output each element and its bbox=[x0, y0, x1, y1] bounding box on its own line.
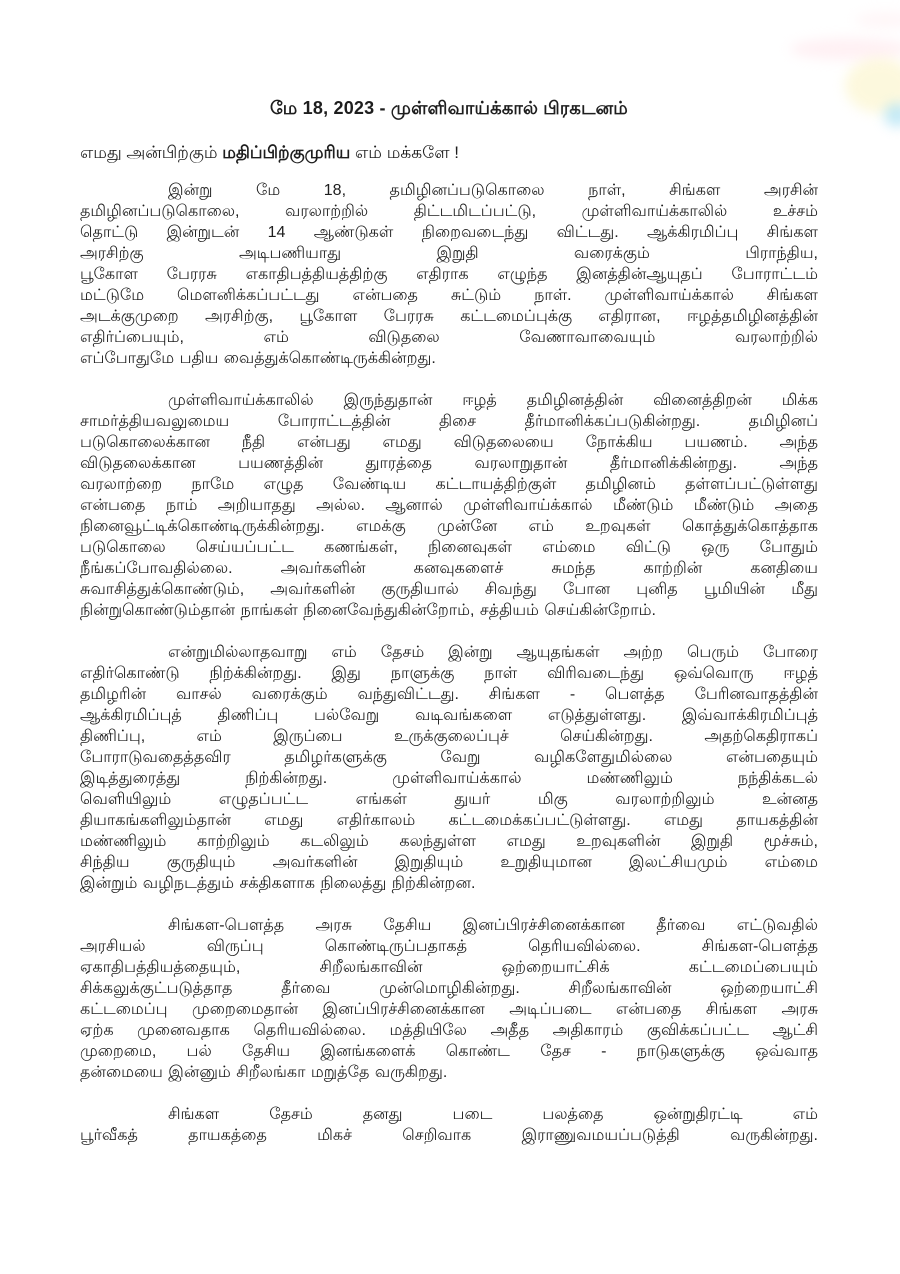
paragraph-line: திணிப்பு, எம் இருப்பை உருக்குலைப்புச் செய்கின்றது. அதற்கெதிராகப் bbox=[80, 728, 818, 745]
paragraph-line: அரசியல் விருப்பு கொண்டிருப்பதாகத் தெரியவில்லை. சிங்கள-பௌத்த bbox=[80, 938, 818, 955]
paragraph-line: தியாகங்களிலும்தான் எமது எதிர்காலம் கட்டமைக்கப்பட்டுள்ளது. எமது தாயகத்தின் bbox=[80, 812, 818, 829]
paragraph-line: என்பதை நாம் அறியாதது அல்ல. ஆனால் முள்ளிவாய்க்கால் மீண்டும் மீண்டும் அதை bbox=[80, 497, 818, 514]
paragraph-line: தமிழரின் வாசல் வரைக்கும் வந்துவிட்டது. சிங்கள - பௌத்த பேரினவாதத்தின் bbox=[80, 686, 818, 703]
paragraph-line: பூர்வீகத் தாயகத்தை மிகச் செறிவாக இராணுவமயப்படுத்தி வருகின்றது. bbox=[80, 1127, 818, 1144]
paragraph-line: அரசிற்கு அடிபணியாது இறுதி வரைக்கும் பிராந்திய, bbox=[80, 245, 818, 262]
paragraph-line: இன்று மே 18, தமிழினப்படுகொலை நாள், சிங்கள அரசின் bbox=[168, 182, 818, 199]
document-body bbox=[80, 180, 818, 1146]
paragraph-line: நினைவூட்டிக்கொண்டிருக்கின்றது. எமக்கு முன்னே எம் உறவுகள் கொத்துக்கொத்தாக bbox=[80, 518, 818, 535]
paragraph-line: சுவாசித்துக்கொண்டும், அவர்களின் குருதியால் சிவந்து போன புனித பூமியின் மீது bbox=[80, 581, 819, 598]
paragraph bbox=[80, 642, 818, 894]
paragraph-line: தன்மையை இன்னும் சிறீலங்கா மறுத்தே வருகிறது. bbox=[80, 1064, 448, 1081]
paragraph-line: முறைமை, பல் தேசிய இனங்களைக் கொண்ட தேச - நாடுகளுக்கு ஒவ்வாத bbox=[80, 1043, 818, 1060]
paragraph-line: தொட்டு இன்றுடன் 14 ஆண்டுகள் நிறைவடைந்து விட்டது. ஆக்கிரமிப்பு சிங்கள bbox=[80, 224, 818, 241]
paragraph-line: சிங்கள-பௌத்த அரசு தேசிய இனப்பிரச்சினைக்கான தீர்வை எட்டுவதில் bbox=[168, 917, 818, 934]
paragraph-line: படுகொலை செய்யப்பட்ட கணங்கள், நினைவுகள் எம்மை விட்டு ஒரு போதும் bbox=[80, 539, 818, 556]
scan-artifact-pink-top bbox=[855, 12, 900, 28]
paragraph-line: எதிர்கொண்டு நிற்க்கின்றது. இது நாளுக்கு நாள் விரிவடைந்து ஒவ்வொரு ஈழத் bbox=[80, 665, 818, 682]
scan-artifact-cyan-dot bbox=[884, 103, 900, 127]
scan-artifact-yellow-smudge bbox=[845, 58, 900, 113]
paragraph-line: எப்போதுமே பதிய வைத்துக்கொண்டிருக்கின்றது. bbox=[80, 350, 436, 367]
paragraph bbox=[80, 180, 818, 369]
paragraph-line: சிங்கள தேசம் தனது படை பலத்தை ஒன்றுதிரட்டி எம் bbox=[168, 1106, 818, 1123]
paragraph-line: இன்றும் வழிநடத்தும் சக்திகளாக நிலைத்து நிற்கின்றன. bbox=[80, 875, 476, 892]
paragraph-line: நீங்கப்போவதில்லை. அவர்களின் கனவுகளைச் சுமந்த காற்றின் கனதியை bbox=[80, 560, 818, 577]
salutation-line bbox=[80, 143, 818, 165]
salutation-part2: மதிப்பிற்குமுரிய bbox=[222, 143, 351, 162]
paragraph-line: தமிழினப்படுகொலை, வரலாற்றில் திட்டமிடப்பட்டு, முள்ளிவாய்க்காலில் உச்சம் bbox=[80, 203, 818, 220]
paragraph-line: முள்ளிவாய்க்காலில் இருந்துதான் ஈழத் தமிழினத்தின் வினைத்திறன் மிக்க bbox=[168, 392, 818, 409]
scan-artifact-pink-streak bbox=[790, 38, 900, 60]
paragraph bbox=[80, 915, 818, 1083]
paragraph-line: மட்டுமே மௌனிக்கப்பட்டது என்பதை சுட்டும் நாள். முள்ளிவாய்க்கால் சிங்கள bbox=[80, 287, 818, 304]
paragraph-line: பூகோள பேரரசு எகாதிபத்தியத்திற்கு எதிராக எழுந்த இனத்தின்ஆயுதப் போராட்டம் bbox=[80, 266, 818, 283]
paragraph-line: வரலாற்றை நாமே எழுத வேண்டிய கட்டாயத்திற்குள் தமிழினம் தள்ளப்பட்டுள்ளது bbox=[80, 476, 818, 493]
salutation-part1: எமது அன்பிற்கும் bbox=[80, 143, 223, 162]
paragraph-line: என்றுமில்லாதவாறு எம் தேசம் இன்று ஆயுதங்கள் அற்ற பெரும் போரை bbox=[168, 644, 818, 661]
paragraph-line: ஏகாதிபத்தியத்தையும், சிறீலங்காவின் ஒற்றையாட்சிக் கட்டமைப்பையும் bbox=[80, 959, 818, 976]
paragraph-line: படுகொலைக்கான நீதி என்பது எமது விடுதலையை நோக்கிய பயணம். அந்த bbox=[80, 434, 818, 451]
document-title: மே 18, 2023 - முள்ளிவாய்க்கால் பிரகடனம் bbox=[270, 98, 628, 118]
document-content bbox=[80, 98, 818, 1167]
paragraph bbox=[80, 390, 818, 621]
paragraph-line: சிந்திய குருதியும் அவர்களின் இறுதியும் உறுதியுமான இலட்சியமும் எம்மை bbox=[80, 854, 818, 871]
paragraph-line: ஆக்கிரமிப்புத் திணிப்பு பல்வேறு வடிவங்களை எடுத்துள்ளது. இவ்வாக்கிரமிப்புத் bbox=[80, 707, 818, 724]
paragraph bbox=[80, 1104, 818, 1146]
paragraph-line: எதிர்ப்பையும், எம் விடுதலை வேணாவாவையும் வரலாற்றில் bbox=[80, 329, 818, 346]
paragraph-line: மண்ணிலும் காற்றிலும் கடலிலும் கலந்துள்ள எமது உறவுகளின் இறுதி மூச்சும், bbox=[80, 833, 818, 850]
paragraph-line: அடக்குமுறை அரசிற்கு, பூகோள பேரரசு கட்டமைப்புக்கு எதிரான, ஈழத்தமிழினத்தின் bbox=[80, 308, 818, 325]
salutation-part3: எம் மக்களே ! bbox=[350, 143, 459, 162]
paragraph-line: விடுதலைக்கான பயணத்தின் துாரத்தை வரலாறுதான் தீர்மானிக்கின்றது. அந்த bbox=[80, 455, 818, 472]
paragraph-line: நின்றுகொண்டும்தான் நாங்கள் நினைவேந்துகின்றோம், சத்தியம் செய்கின்றோம். bbox=[80, 602, 656, 619]
paragraph-line: போராடுவதைத்தவிர தமிழர்களுக்கு வேறு வழிகளேதுமில்லை என்பதையும் bbox=[80, 749, 818, 766]
paragraph-line: சாமர்த்தியவலுமைய போராட்டத்தின் திசை தீர்மானிக்கப்படுகின்றது. தமிழினப் bbox=[80, 413, 818, 430]
paragraph-line: சிக்கலுக்குட்படுத்தாத தீர்வை முன்மொழிகின்றது. சிறீலங்காவின் ஒற்றையாட்சி bbox=[80, 980, 818, 997]
paragraph-line: கட்டமைப்பு முறைமைதான் இனப்பிரச்சினைக்கான அடிப்படை என்பதை சிங்கள அரசு bbox=[80, 1001, 818, 1018]
paragraph-line: ஏற்க முனைவதாக தெரியவில்லை. மத்தியிலே அதீத அதிகாரம் குவிக்கப்பட்ட ஆட்சி bbox=[80, 1022, 818, 1039]
paragraph-line: வெளியிலும் எழுதப்பட்ட எங்கள் துயர் மிகு வரலாற்றிலும் உன்னத bbox=[80, 791, 818, 808]
paragraph-line: இடித்துரைத்து நிற்கின்றது. முள்ளிவாய்க்கால் மண்ணிலும் நந்திக்கடல் bbox=[80, 770, 818, 787]
